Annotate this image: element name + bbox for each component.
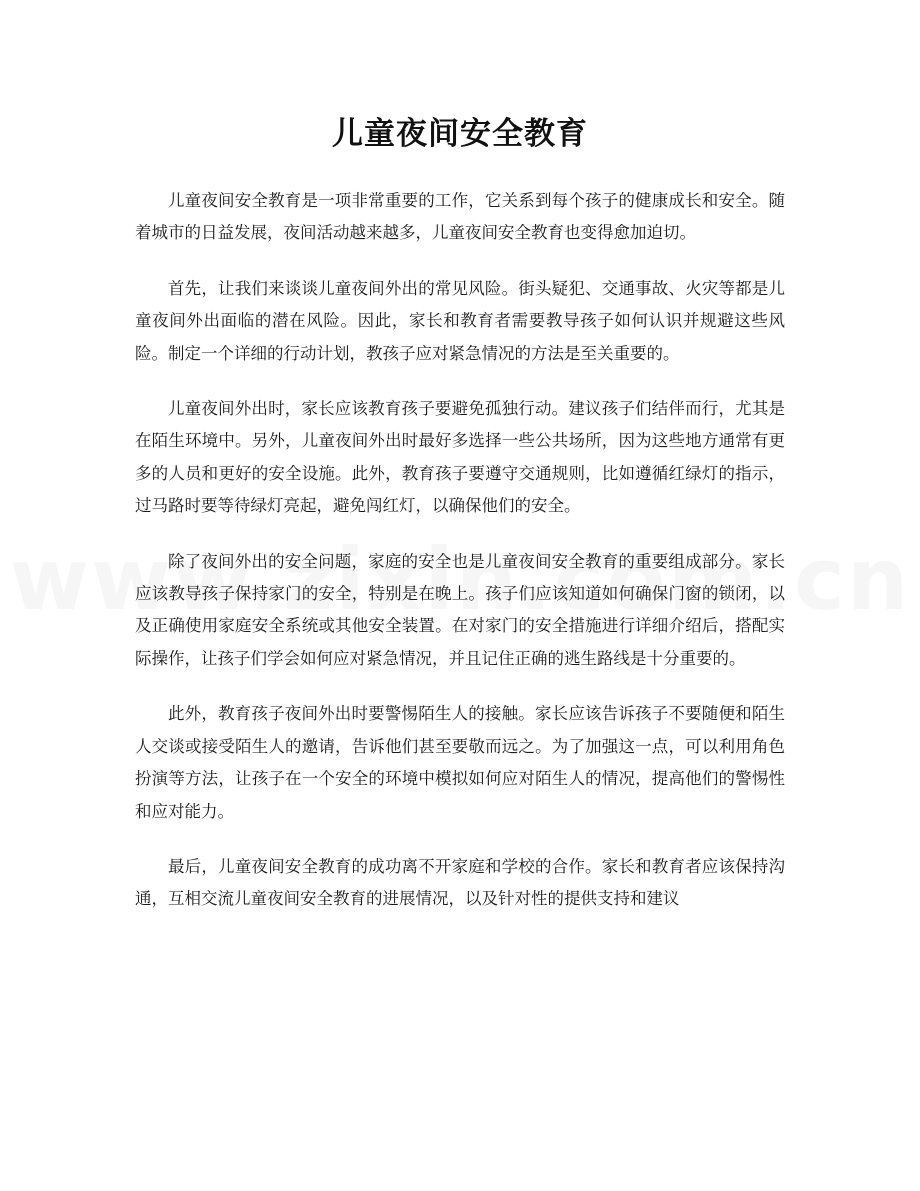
paragraph-4: 除了夜间外出的安全问题，家庭的安全也是儿童夜间安全教育的重要组成部分。家长应该教导孩子保持家门的安全，特别是在晚上。孩子们应该知道如何确保门窗的锁闭，以及正确使用家庭安全系统或其他安全装置。在对家门的安全措施进行详细介绍后，搭配实际操作，让孩子们学会如何应对紧急情况，并且记住正确的逃生路线是十分重要的。 <box>135 551 785 668</box>
document-body <box>135 185 785 939</box>
paragraph-6: 最后，儿童夜间安全教育的成功离不开家庭和学校的合作。家长和教育者应该保持沟通，互相交流儿童夜间安全教育的进展情况，以及针对性的提供支持和建议 <box>135 856 785 909</box>
paragraph-1: 儿童夜间安全教育是一项非常重要的工作，它关系到每个孩子的健康成长和安全。随着城市的日益发展，夜间活动越来越多，儿童夜间安全教育也变得愈加迫切。 <box>135 191 785 243</box>
paragraph-2: 首先，让我们来谈谈儿童夜间外出的常见风险。街头疑犯、交通事故、火灾等都是儿童夜间外出面临的潜在风险。因此，家长和教育者需要教导孩子如何认识并规避这些风险。制定一个详细的行动计划，教孩子应对紧急情况的方法是至关重要的。 <box>135 278 785 363</box>
document-title: 儿童夜间安全教育 <box>332 116 588 152</box>
paragraph-5: 此外，教育孩子夜间外出时要警惕陌生人的接触。家长应该告诉孩子不要随便和陌生人交谈或接受陌生人的邀请，告诉他们甚至要敬而远之。为了加强这一点，可以利用角色扮演等方法，让孩子在一个安全的环境中模拟如何应对陌生人的情况，提高他们的警惕性和应对能力。 <box>135 704 785 821</box>
paragraph-3: 儿童夜间外出时，家长应该教育孩子要避免孤独行动。建议孩子们结伴而行，尤其是在陌生环境中。另外，儿童夜间外出时最好多选择一些公共场所，因为这些地方通常有更多的人员和更好的安全设施。此外，教育孩子要遵守交通规则，比如遵循红绿灯的指示，过马路时要等待绿灯亮起，避免闯红灯，以确保他们的安全。 <box>135 399 785 516</box>
